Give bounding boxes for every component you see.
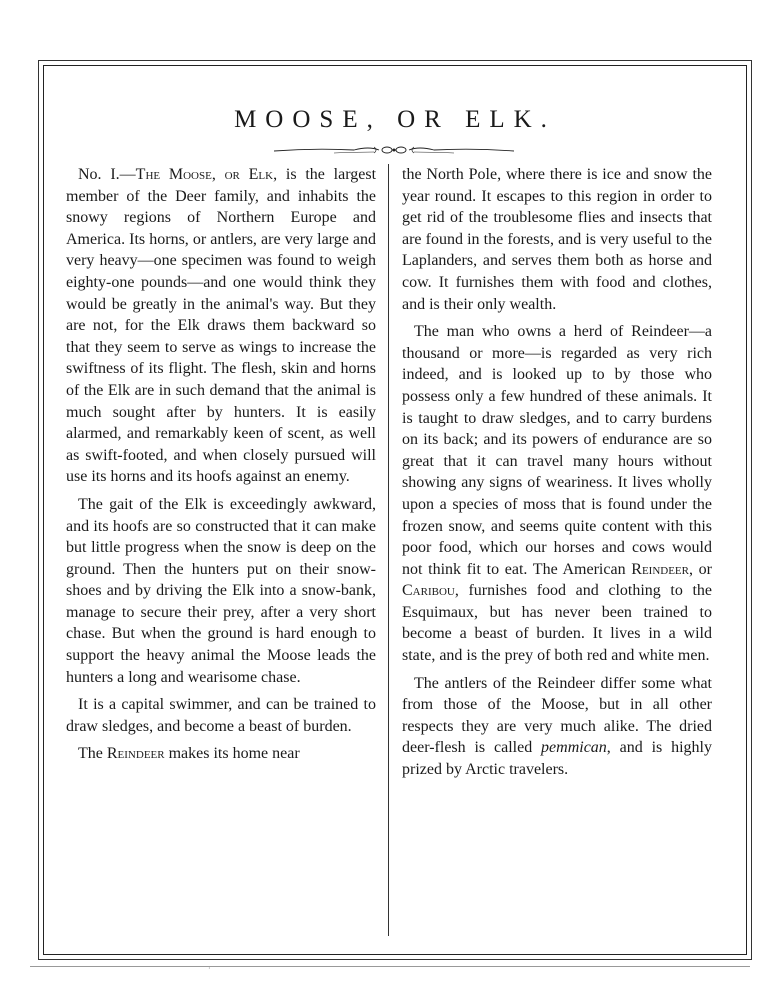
article-number: No. I.— <box>78 166 136 183</box>
reindeer-term: Reindeer <box>106 745 165 763</box>
pemmican-term: pemmican <box>541 739 607 757</box>
page-mark: · <box>208 964 211 973</box>
reindeer-term: Reindeer <box>631 560 689 578</box>
decorative-rule-icon <box>274 144 514 156</box>
moose-lead: The Moose, or Elk, <box>135 166 278 183</box>
paragraph-reindeer-antlers: The antlers of the Reindeer differ some what from those of the Moose, but in all other respects they are very much alike. The dried deer-flesh is called pemmican, and is highly prized by Arctic travelers. <box>402 674 712 779</box>
page-title: MOOSE, OR ELK. <box>234 106 556 133</box>
paragraph-moose-intro <box>66 164 376 488</box>
bottom-rule <box>30 966 750 967</box>
paragraph-elk-swimmer: It is a capital swimmer, and can be trained to draw sledges, and become a beast of burden. <box>66 696 376 735</box>
moose-intro-text: is the largest member of the Deer family, and inhabits the snowy regions of Northern Europe and America. Its horns, or antlers, are very large and very heavy—one specimen was found to weigh eighty-one pounds—and one would think they would be greatly in the animal's way. But they are not, for the Elk draws them backward so that they seem to serve as wings to increase the swiftness of its flight. The flesh, skin and horns of the Elk are in such demand that the animal is much sought after by hunters. It is easily alarmed, and remarkably keen of scent, as well as swift-footed, and when closely pursued will use its horns and its hoofs against an enemy. <box>66 166 377 486</box>
page-frame-inner <box>43 65 747 955</box>
column-divider <box>388 164 389 936</box>
left-column <box>66 164 376 771</box>
paragraph-reindeer-habitat: the North Pole, where there is ice and snow the year round. It escapes to this region in order to get rid of the troublesome flies and insects that are found in the forests, and is very useful to the Laplanders, and serves them both as horse and cow. It furnishes them with food and clothes, and is their only wealth. <box>402 166 712 313</box>
paragraph-elk-gait: The gait of the Elk is exceedingly awkward, and its hoofs are so constructed that it can make but little progress when the snow is deep on the ground. Then the hunters put on their snow-shoes and by driving the Elk into a snow-bank, manage to secure their prey, after a very short chase. But when the ground is hard enough to support the heavy animal the Moose leads the hunters a long and wearisome chase. <box>66 495 376 686</box>
paragraph-reindeer-start: The Reindeer makes its home near <box>78 745 300 763</box>
caribou-term: Caribou <box>402 582 455 600</box>
paragraph-reindeer-herd: The man who owns a herd of Reindeer—a thousand or more—is regarded as very rich indeed, and is looked up to by those who possess only a few hundred of these animals. It is taught to draw sledges, and to carry burdens on its back; and its powers of endurance are so great that it can travel many hours without showing any signs of weariness. It lives wholly upon a species of moss that is found under the frozen snow, and seems quite content with this poor food, which our horses and cows would not think fit to eat. The American Reindeer, or Caribou, furnishes food and clothing to the Esquimaux, but has never been trained to become a beast of burden. It lives in a wild state, and is the prey of both red and white men. <box>402 323 713 665</box>
text-columns <box>66 164 722 944</box>
page-frame <box>38 60 752 960</box>
right-column <box>402 164 712 787</box>
